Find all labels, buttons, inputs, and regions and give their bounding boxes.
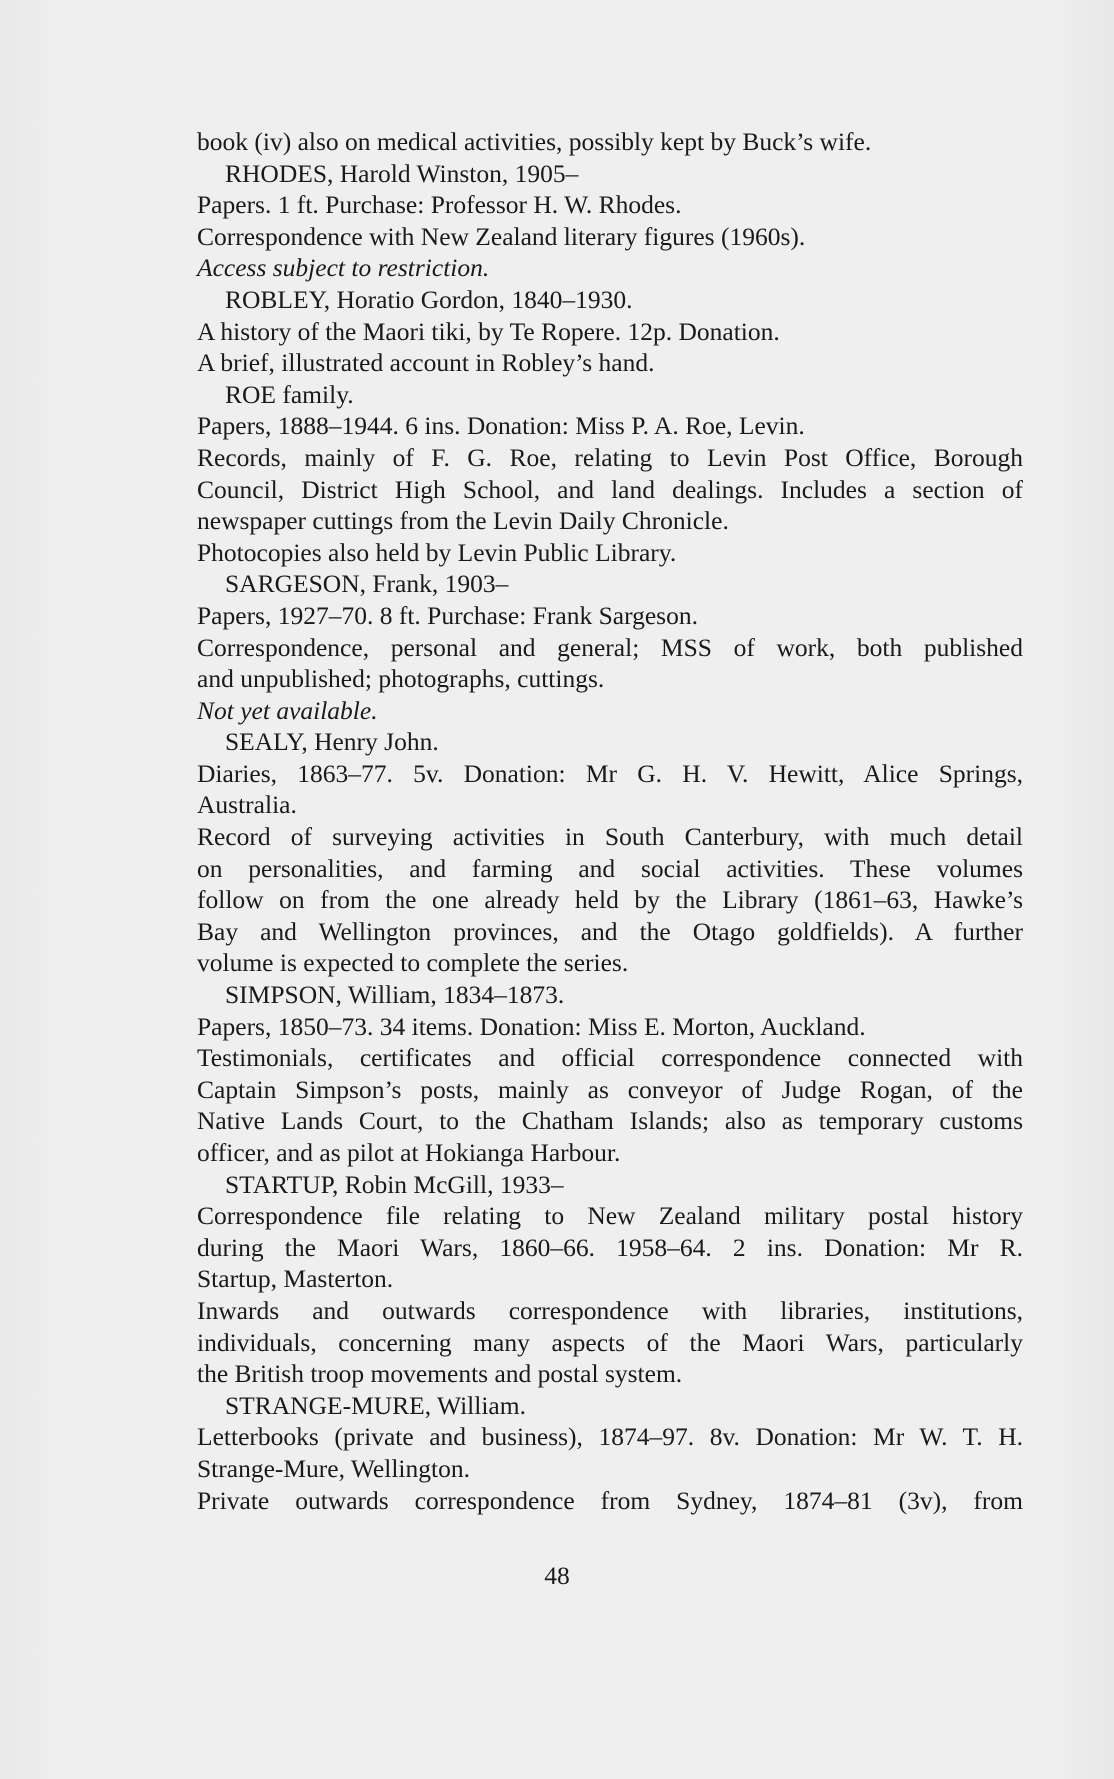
text-line: Access subject to restriction. [197, 253, 490, 283]
text-line: Correspondence with New Zealand literary figures (1960s). [197, 221, 806, 251]
text-line: Papers. 1 ft. Purchase: Professor H. W. Rhodes. [197, 190, 682, 220]
text-line: A brief, illustrated account in Robley’s hand. [197, 348, 655, 378]
entry-heading-line: STRANGE-MURE, William. [225, 1390, 526, 1420]
entry-heading-line: STARTUP, Robin McGill, 1933– [225, 1169, 564, 1199]
text-line: Letterbooks (private and business), 1874–97. 8v. Donation: Mr W. T. H. [197, 1422, 1023, 1452]
text-line: Startup, Masterton. [197, 1264, 394, 1294]
text-line: follow on from the one already held by the Library (1861–63, Hawke’s [197, 885, 1023, 915]
text-line: the British troop movements and postal system. [197, 1359, 683, 1389]
entry-heading-line: ROBLEY, Horatio Gordon, 1840–1930. [225, 284, 633, 314]
entry-heading-line: SARGESON, Frank, 1903– [225, 569, 509, 599]
text-line: on personalities, and farming and social activities. These volumes [197, 853, 1023, 883]
page-number: 48 [544, 1561, 570, 1590]
text-line: A history of the Maori tiki, by Te Ropere. 12p. Donation. [197, 316, 780, 346]
catalogue-text-block [197, 126, 1023, 1516]
text-line: book (iv) also on medical activities, possibly kept by Buck’s wife. [197, 127, 872, 156]
text-line: Bay and Wellington provinces, and the Otago goldfields). A further [197, 916, 1023, 946]
text-line: newspaper cuttings from the Levin Daily Chronicle. [197, 506, 729, 536]
text-line: Diaries, 1863–77. 5v. Donation: Mr G. H. V. Hewitt, Alice Springs, [197, 758, 1023, 788]
text-line: officer, and as pilot at Hokianga Harbour. [197, 1138, 621, 1167]
text-line: Photocopies also held by Levin Public Library. [197, 537, 677, 567]
text-line: Correspondence file relating to New Zealand military postal history [197, 1201, 1023, 1231]
text-line: Testimonials, certificates and official correspondence connected with [197, 1043, 1023, 1073]
text-line: Native Lands Court, to the Chatham Islands; also as temporary customs [197, 1106, 1023, 1136]
text-line: during the Maori Wars, 1860–66. 1958–64. 2 ins. Donation: Mr R. [197, 1232, 1023, 1262]
text-line: Strange-Mure, Wellington. [197, 1453, 470, 1483]
text-line: Papers, 1927–70. 8 ft. Purchase: Frank Sargeson. [197, 600, 698, 630]
text-line: Papers, 1850–73. 34 items. Donation: Miss E. Morton, Auckland. [197, 1011, 866, 1041]
text-line: and unpublished; photographs, cuttings. [197, 664, 605, 694]
text-line: Council, District High School, and land dealings. Includes a section of [197, 474, 1023, 504]
text-line: Australia. [197, 790, 297, 820]
text-line: Not yet available. [197, 695, 378, 725]
entry-heading-line: SIMPSON, William, 1834–1873. [225, 980, 565, 1010]
text-line: Records, mainly of F. G. Roe, relating to Levin Post Office, Borough [197, 442, 1023, 472]
text-line: Private outwards correspondence from Sydney, 1874–81 (3v), from [197, 1485, 1023, 1515]
text-line: Captain Simpson’s posts, mainly as conveyor of Judge Rogan, of the [197, 1074, 1023, 1104]
text-line: volume is expected to complete the series. [197, 948, 629, 978]
text-line: Inwards and outwards correspondence with libraries, institutions, [197, 1295, 1023, 1325]
text-line: individuals, concerning many aspects of the Maori Wars, particularly [197, 1327, 1023, 1357]
text-line: Correspondence, personal and general; MSS of work, both published [197, 632, 1023, 662]
entry-heading-line: SEALY, Henry John. [225, 727, 439, 757]
entry-heading-line: ROE family. [225, 379, 354, 409]
text-line: Papers, 1888–1944. 6 ins. Donation: Miss P. A. Roe, Levin. [197, 411, 805, 441]
text-line: Record of surveying activities in South Canterbury, with much detail [197, 822, 1023, 852]
entry-heading-line: RHODES, Harold Winston, 1905– [225, 158, 579, 188]
